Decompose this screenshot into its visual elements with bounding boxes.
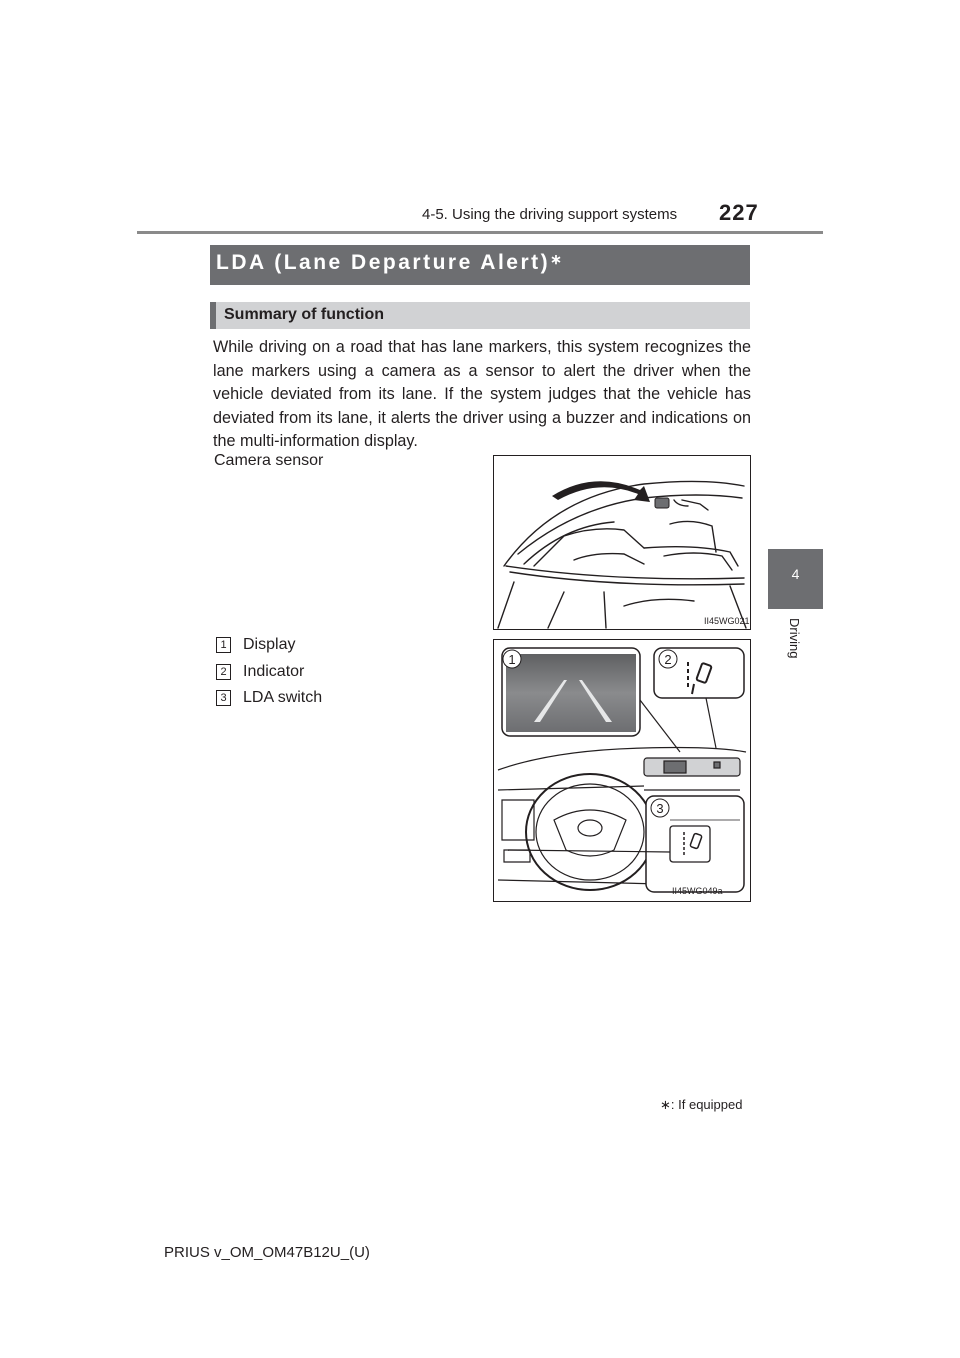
callout-3: 3 xyxy=(656,801,664,816)
camera-sensor-label: Camera sensor xyxy=(214,452,324,469)
legend-number: 2 xyxy=(216,664,231,680)
header-section-title: 4-5. Using the driving support systems xyxy=(422,206,678,223)
section-title-text: LDA (Lane Departure Alert) xyxy=(216,251,551,274)
legend-label: LDA switch xyxy=(243,689,323,706)
footnote-mark: ∗ xyxy=(660,1097,671,1112)
legend-item-display xyxy=(216,636,295,654)
legend-item-indicator xyxy=(216,663,304,681)
camera-sensor-figure xyxy=(493,455,751,630)
legend-label: Indicator xyxy=(243,663,305,680)
legend-number: 3 xyxy=(216,690,231,706)
dashboard-figure xyxy=(493,639,751,902)
legend-item-lda-switch xyxy=(216,689,322,707)
subsection-bar-accent xyxy=(210,302,216,329)
body-paragraph: While driving on a road that has lane markers, this system recognizes the lane markers using a camera as a sensor to alert the driver when the vehicle deviated from its lane. If the system judges that the vehicle has deviated from its lane, it alerts the driver using a buzzer and indications on the multi-information display. xyxy=(213,338,751,451)
callout-2: 2 xyxy=(664,652,672,667)
document-code: PRIUS v_OM_OM47B12U_(U) xyxy=(164,1244,370,1261)
dashboard-illustration xyxy=(494,640,750,901)
figure2-code: II45WG049a xyxy=(672,886,723,896)
header-rule xyxy=(137,231,823,234)
chapter-tab-number: 4 xyxy=(791,566,800,582)
section-title xyxy=(216,251,562,275)
legend-label: Display xyxy=(243,636,296,653)
figure1-code: II45WG021 xyxy=(704,616,750,626)
footnote xyxy=(660,1097,742,1113)
callout-1: 1 xyxy=(508,652,516,667)
legend-number: 1 xyxy=(216,637,231,653)
chapter-tab-label: Driving xyxy=(787,618,802,659)
if-equipped-mark: ∗ xyxy=(550,251,562,267)
windshield-illustration xyxy=(494,456,750,629)
subsection-title: Summary of function xyxy=(224,306,385,323)
page-number: 227 xyxy=(719,200,759,225)
footnote-text: : If equipped xyxy=(670,1097,743,1112)
